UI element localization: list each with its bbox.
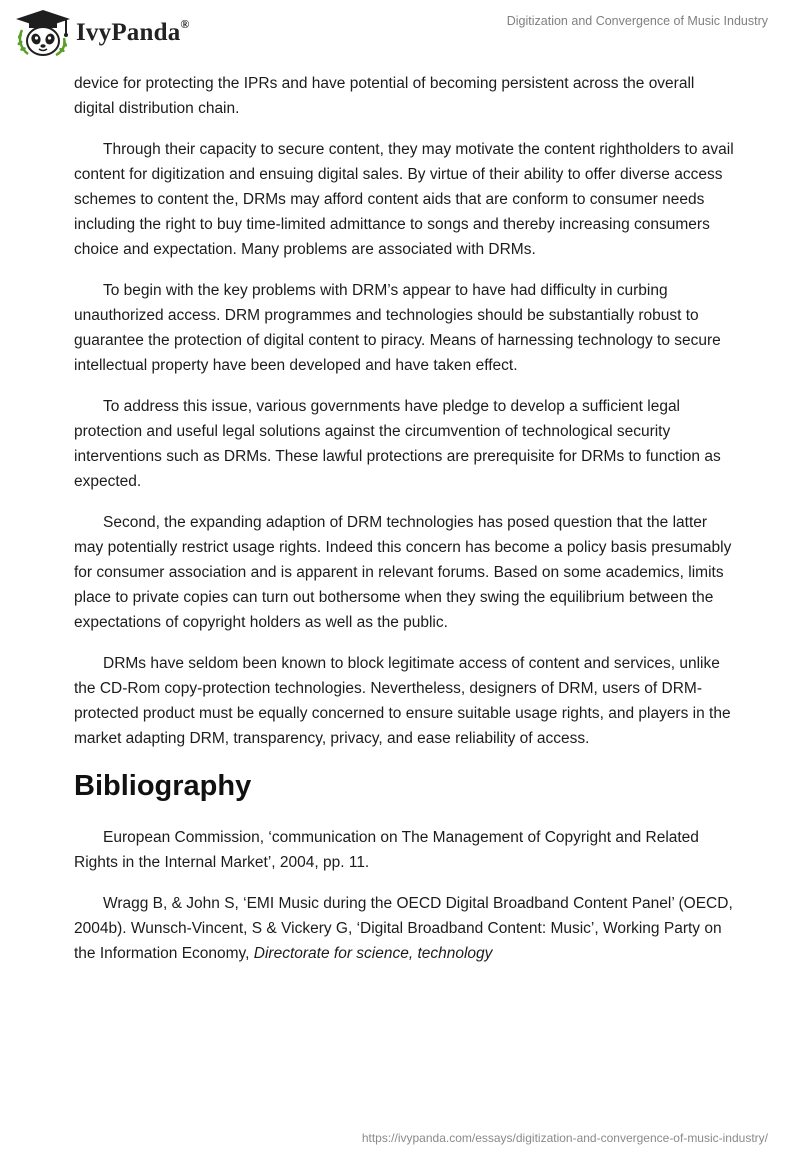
essay-content: [74, 71, 734, 982]
ivypanda-logo[interactable]: [14, 8, 190, 58]
source-url[interactable]: https://ivypanda.com/essays/digitization-and-convergence-of-music-industry/: [361, 1131, 768, 1145]
bibliography-entry-text: Wragg B, & John S, ‘EMI Music during the OECD Digital Broadband Content Panel’ (OECD, 2004b). Wunsch-Vincent, S & Vickery G, ‘Digital Broadband Content: Music’, Working Party on the Information Economy,: [74, 895, 733, 962]
paragraph: To begin with the key problems with DRM’s appear to have had difficulty in curbing unauthorized access. DRM programmes and technologies should be substantially robust to guarantee the protection of digital content to piracy. Means of harnessing technology to secure intellectual property have been developed and have taken effect.: [74, 282, 721, 374]
bibliography-entry-italic: Directorate for science, technology: [253, 945, 493, 962]
bibliography-heading: Bibliography: [74, 770, 252, 802]
brand-name: IvyPanda®: [76, 16, 190, 46]
paragraph: To address this issue, various governments have pledge to develop a sufficient legal protection and useful legal solutions against the circumvention of technological security interventions such as DRMs. These lawful protections are prerequisite for DRMs to function as expected.: [74, 398, 721, 490]
bibliography-entry: European Commission, ‘communication on The Management of Copyright and Related Rights in the Internal Market’, 2004, pp. 11.: [74, 829, 699, 871]
bibliography-entry: [74, 891, 734, 966]
paragraph: device for protecting the IPRs and have potential of becoming persistent across the overall digital distribution chain.: [74, 75, 695, 117]
page-header: [0, 0, 800, 70]
paragraph: DRMs have seldom been known to block legitimate access of content and services, unlike the CD-Rom copy-protection technologies. Nevertheless, designers of DRM, users of DRM-protected product must be equally concerned to ensure suitable usage rights, and players in the market adapting DRM, transparency, privacy, and ease reliability of access.: [74, 655, 731, 747]
paragraph: Second, the expanding adaption of DRM technologies has posed question that the latter may potentially restrict usage rights. Indeed this concern has become a policy basis presumably for consumer association and is apparent in relevant forums. Based on some academics, limits place to private copies can turn out bothersome when they swing the equilibrium between the expectations of copyright holders as well as the public.: [74, 514, 732, 631]
paragraph: Through their capacity to secure content, they may motivate the content rightholders to avail content for digitization and ensuing digital sales. By virtue of their ability to offer diverse access schemes to content the, DRMs may afford content aids that are conform to consumer needs including the right to buy time-limited admittance to songs and thereby increasing consumers choice and expectation. Many problems are associated with DRMs.: [74, 141, 734, 258]
panda-graduate-icon: [14, 8, 72, 58]
document-title: Digitization and Convergence of Music Industry: [506, 14, 768, 28]
